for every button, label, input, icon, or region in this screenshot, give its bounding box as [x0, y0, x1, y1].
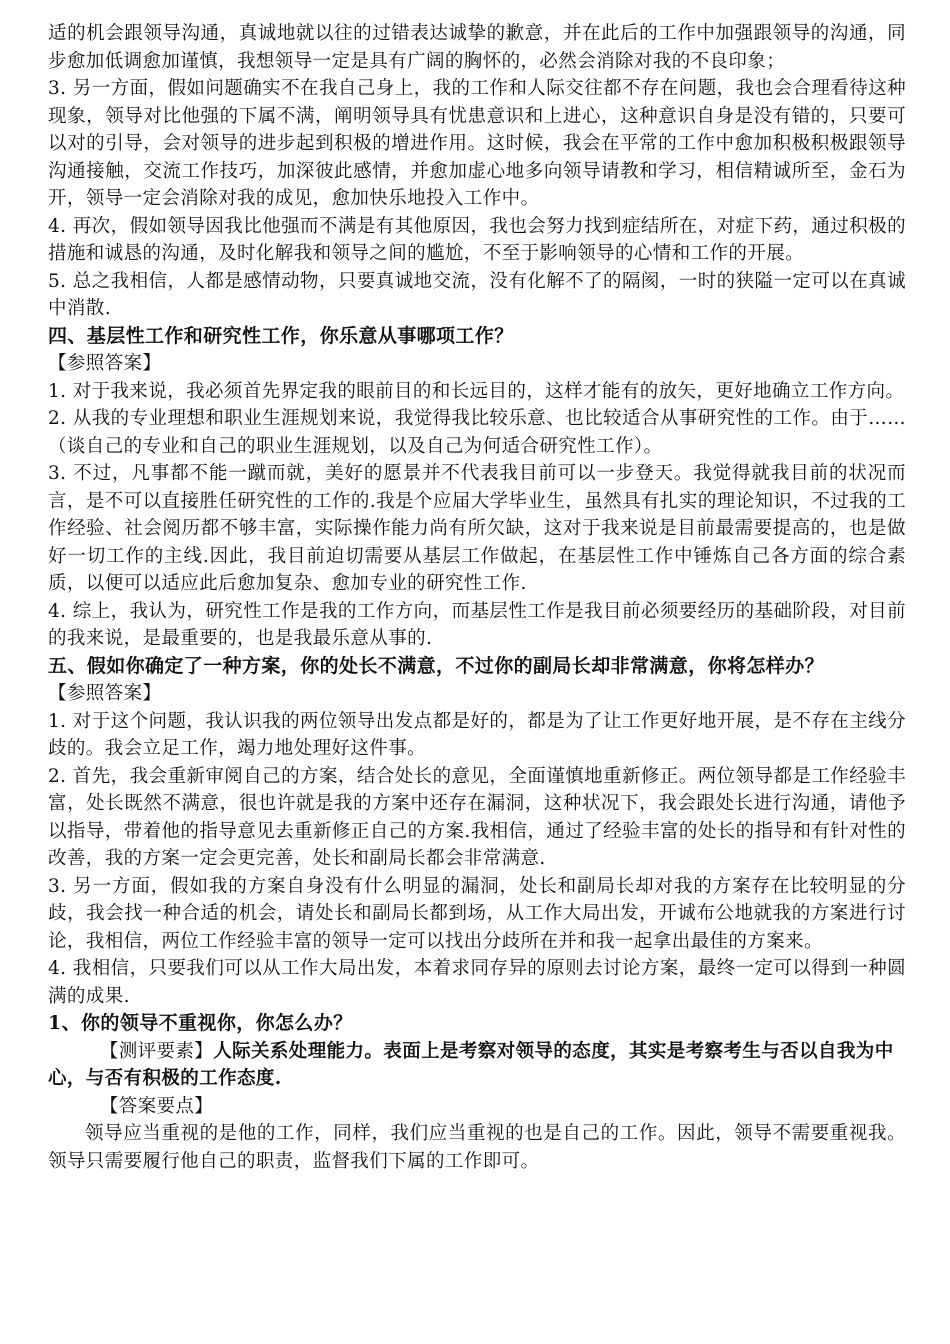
evaluation-text: 人际关系处理能力。表面上是考察对领导的态度，其实是考察考生与否以自我为中心，与否有积极的工作态度.	[48, 1040, 894, 1089]
answer-paragraph: 领导应当重视的是他的工作，同样，我们应当重视的也是自己的工作。因此，领导不需要重视我。领导只需要履行他自己的职责，监督我们下属的工作即可。	[48, 1123, 906, 1172]
list-item: 3. 不过，凡事都不能一蹴而就，美好的愿景并不代表我目前可以一步登天。我觉得就我目前的状况而言，是不可以直接胜任研究性的工作的.我是个应届大学毕业生，虽然具有扎实的理论知识，不过我的工作经验、社会阅历都不够丰富，实际操作能力尚有所欠缺，这对于我来说是目前最需要提高的，也是做好一切工作的主线.因此，我目前迫切需要从基层工作做起，在基层性工作中锤炼自己各方面的综合素质，以便可以适应此后愈加复杂、愈加专业的研究性工作.	[48, 463, 906, 594]
reference-answer-label: 【参照答案】	[48, 683, 162, 704]
list-item: 2. 从我的专业理想和职业生涯规划来说，我觉得我比较乐意、也比较适合从事研究性的工作。由于……（谈自己的专业和自己的职业生涯规划，以及自己为何适合研究性工作）。	[48, 408, 906, 457]
intro-paragraph: 适的机会跟领导沟通，真诚地就以往的过错表达诚挚的歉意，并在此后的工作中加强跟领导的沟通，同步愈加低调愈加谨慎，我想领导一定是具有广阔的胸怀的，必然会消除对我的不良印象；	[48, 23, 906, 72]
evaluation-elements	[48, 1038, 906, 1093]
document-page	[48, 20, 906, 1175]
section-four-heading: 四、基层性工作和研究性工作，你乐意从事哪项工作？	[48, 324, 514, 347]
list-item: 5. 总之我相信，人都是感情动物，只要真诚地交流，没有化解不了的隔阂，一时的狭隘一定可以在真诚中消散.	[48, 270, 906, 319]
list-item: 2. 首先，我会重新审阅自己的方案，结合处长的意见，全面谨慎地重新修正。两位领导都是工作经验丰富，处长既然不满意，很也许就是我的方案中还存在漏洞，这种状况下，我会跟处长进行沟通，请他予以指导，带着他的指导意见去重新修正自己的方案.我相信，通过了经验丰富的处长的指导和有针对性的改善，我的方案一定会更完善，处长和副局长都会非常满意.	[48, 765, 906, 869]
question-one-heading: 1、你的领导不重视你，你怎么办？	[48, 1012, 353, 1034]
list-item: 1. 对于我来说，我必须首先界定我的眼前目的和长远目的，这样才能有的放矢，更好地确立工作方向。	[48, 380, 905, 402]
list-item: 4. 再次，假如领导因我比他强而不满是有其他原因，我也会努力找到症结所在，对症下药，通过积极的措施和诚恳的沟通，及时化解我和领导之间的尴尬，不至于影响领导的心情和工作的开展。	[48, 215, 906, 264]
reference-answer-label: 【参照答案】	[48, 353, 162, 374]
evaluation-label: 【测评要素】	[99, 1040, 214, 1062]
answer-points-label: 【答案要点】	[99, 1095, 214, 1117]
list-item: 4. 我相信，只要我们可以从工作大局出发，本着求同存异的原则去讨论方案，最终一定可以得到一种圆满的成果.	[48, 958, 906, 1007]
list-item: 3. 另一方面，假如问题确实不在我自己身上，我的工作和人际交往都不存在问题，我也会合理看待这种现象，领导对比他强的下属不满，阐明领导具有忧患意识和上进心，这种意识自身是没有错的，只要可以对的引导，会对领导的进步起到积极的增进作用。这时候，我会在平常的工作中愈加积极积极跟领导沟通接触，交流工作技巧，加深彼此感情，并愈加虚心地多向领导请教和学习，相信精诚所至，金石为开，领导一定会消除对我的成见，愈加快乐地投入工作中。	[48, 78, 906, 209]
section-five-heading: 五、假如你确定了一种方案，你的处长不满意，不过你的副局长却非常满意，你将怎样办？	[48, 654, 825, 677]
list-item: 4. 综上，我认为，研究性工作是我的工作方向，而基层性工作是我目前必须要经历的基础阶段，对目前的我来说，是最重要的，也是我最乐意从事的.	[48, 600, 906, 649]
list-item: 3. 另一方面，假如我的方案自身没有什么明显的漏洞，处长和副局长却对我的方案存在比较明显的分歧，我会找一种合适的机会，请处长和副局长都到场，从工作大局出发，开诚布公地就我的方案进行讨论，我相信，两位工作经验丰富的领导一定可以找出分歧所在并和我一起拿出最佳的方案来。	[48, 875, 906, 952]
list-item: 1. 对于这个问题，我认识我的两位领导出发点都是好的，都是为了让工作更好地开展，是不存在主线分歧的。我会立足工作，竭力地处理好这件事。	[48, 710, 906, 759]
